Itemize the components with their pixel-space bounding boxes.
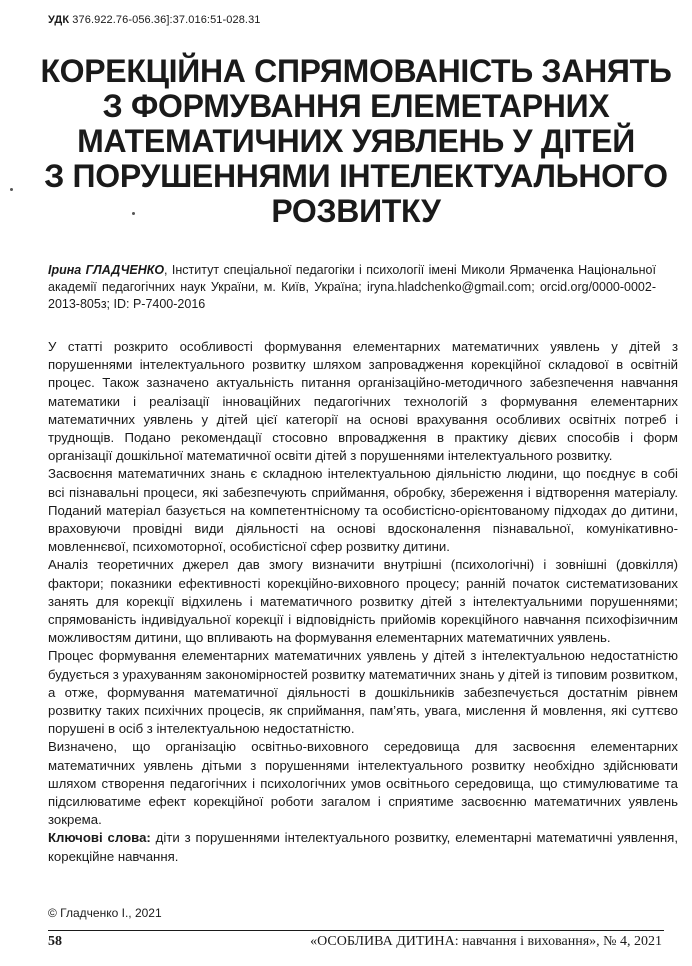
- keywords: [48, 829, 678, 865]
- udc-line: [48, 14, 261, 26]
- keywords-label: Ключові слова:: [48, 830, 151, 846]
- title-line: РОЗВИТКУ: [271, 193, 441, 229]
- copyright: © Гладченко І., 2021: [48, 906, 162, 920]
- author-affiliation: , Інститут спеціальної педагогіки і психології імені Миколи Ярмаченка Національної академії педагогічних наук України, м. Київ, Україна; iryna.hladchenko@gmail.com; orcid.org/0000-0002-2013-805з; ID: P-7400-2016: [48, 263, 656, 311]
- scan-speck: [10, 188, 13, 191]
- scan-speck: [132, 212, 135, 215]
- udc-code: 376.922.76-056.36]:37.016:51-028.31: [72, 14, 261, 26]
- title-line: МАТЕМАТИЧНИХ УЯВЛЕНЬ У ДІТЕЙ: [77, 123, 635, 159]
- journal-footer: «ОСОБЛИВА ДИТИНА: навчання і виховання», № 4, 2021: [310, 934, 662, 949]
- udc-label: УДК: [48, 14, 70, 26]
- title-line: КОРЕКЦІЙНА СПРЯМОВАНІСТЬ ЗАНЯТЬ: [40, 53, 672, 89]
- author-name: Ірина ГЛАДЧЕНКО: [48, 263, 165, 277]
- footer-divider: [48, 930, 664, 931]
- abstract-paragraph: Визначено, що організацію освітньо-виховного середовища для засвоєння елементарних математичних уявлень дітьми з порушеннями інтелектуального розвитку необхідно здійснювати шляхом створення педагогічних і психологічних умов освітнього середовища, що стимулюватиме та підсилюватиме ефект корекційної роботи загалом і сприятиме засвоєнню математичних уявлень зокрема.: [48, 739, 678, 828]
- title-line: З ПОРУШЕННЯМИ ІНТЕЛЕКТУАЛЬНОГО: [44, 158, 668, 194]
- page-number: 58: [48, 934, 62, 949]
- author-block: [48, 262, 656, 313]
- article-title: [40, 54, 672, 229]
- abstract: [48, 338, 678, 866]
- abstract-paragraph: Аналіз теоретичних джерел дав змогу визначити внутрішні (психологічні) і зовнішні (довкілля) фактори; показники ефективності корекційно-виховного процесу; ранній початок систематизованих занять для корекції відхилень і математичного розвитку дітей з інтелектуальними порушеннями; спрямованість індивідуальної корекції і відповідність прийомів корекційного навчання психофізичним можливостям дитини, що впливають на формування елементарних математичних уявлень.: [48, 557, 678, 646]
- keywords-text: діти з порушеннями інтелектуального розвитку, елементарні математичні уявлення, корекційне навчання.: [48, 830, 678, 864]
- abstract-paragraph: Засвоєння математичних знань є складною інтелектуальною діяльністю людини, що поєднує в собі всі пізнавальні процеси, які забезпечують сприймання, обробку, збереження і відтворення матеріалу. Поданий матеріал базується на компетентнісному та особистісно-орієнтованому підходах до дитини, враховуючи провідні види діяльності на основі вдосконалення пізнавальної, комунікативно-мовленнєвої, психомоторної, особистісної сфер розвитку дитини.: [48, 466, 678, 555]
- abstract-paragraph: У статті розкрито особливості формування елементарних математичних уявлень у дітей з порушеннями інтелектуального розвитку шляхом запровадження корекційної складової в освітній процес. Також зазначено актуальність питання організаційно-методичного забезпечення навчання математики і реалізації інноваційних педагогічних технологій з формування елементарних математичних уявлень у дітей цієї категорії на основі врахування особливих освітніх потреб і труднощів. Подано рекомендації стосовно впровадження в практику дієвих способів і форм організації дошкільної математичної освіти дітей з порушеннями інтелектуального розвитку.: [48, 339, 678, 464]
- title-line: З ФОРМУВАННЯ ЕЛЕМЕТАРНИХ: [102, 88, 610, 124]
- abstract-paragraph: Процес формування елементарних математичних уявлень у дітей з інтелектуальною недостатністю будується з урахуванням закономірностей розвитку математичних знань у дітей із типовим розвитком, а отже, формування математичної діяльності в дошкільників забезпечується достатнім рівнем розвитку таких психічних процесів, як сприймання, пам’ять, увага, мислення й мовлення, які суттєво порушені в осіб з інтелектуальною недостатністю.: [48, 648, 678, 737]
